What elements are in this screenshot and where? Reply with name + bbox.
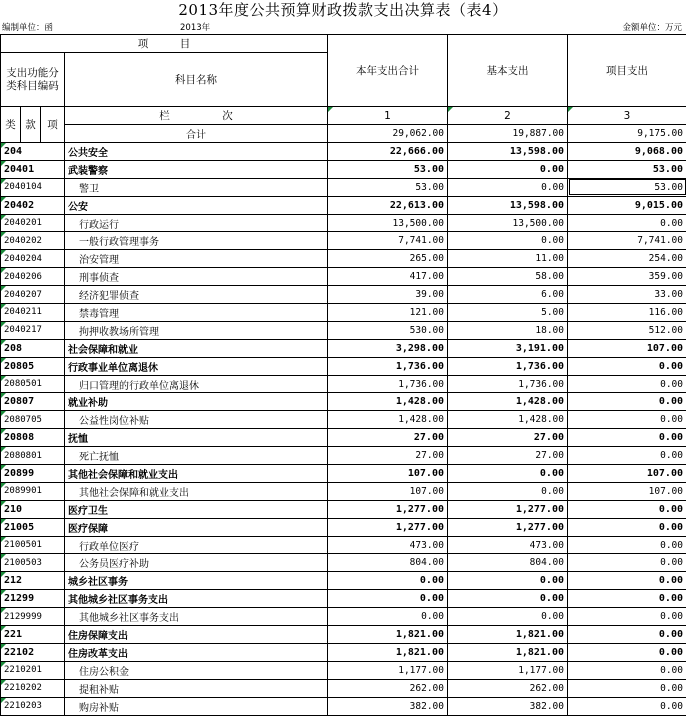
row-project: 0.00 — [568, 554, 686, 572]
name-col-header: 科目名称 — [65, 53, 328, 107]
row-name: 住房改革支出 — [65, 643, 328, 661]
table-row — [1, 500, 686, 518]
row-project: 116.00 — [568, 304, 686, 322]
row-project: 107.00 — [568, 482, 686, 500]
row-name: 警卫 — [65, 178, 328, 196]
row-name: 住房保障支出 — [65, 626, 328, 644]
row-basic: 0.00 — [448, 178, 568, 196]
row-total: 262.00 — [328, 679, 448, 697]
row-basic: 3,191.00 — [448, 339, 568, 357]
row-basic: 1,736.00 — [448, 375, 568, 393]
row-name: 经济犯罪侦查 — [65, 286, 328, 304]
row-name: 其他社会保障和就业支出 — [65, 482, 328, 500]
row-name: 社会保障和就业 — [65, 339, 328, 357]
row-name: 购房补贴 — [65, 697, 328, 715]
row-project: 0.00 — [568, 661, 686, 679]
row-name: 其他城乡社区事务支出 — [65, 608, 328, 626]
basic-col-header: 基本支出 — [448, 35, 568, 107]
table-row — [1, 661, 686, 679]
row-code: 2040201 — [1, 214, 65, 232]
row-project: 107.00 — [568, 339, 686, 357]
row-basic: 1,277.00 — [448, 518, 568, 536]
row-total: 7,741.00 — [328, 232, 448, 250]
row-basic: 0.00 — [448, 608, 568, 626]
row-name: 公务员医疗补助 — [65, 554, 328, 572]
code-col-header: 支出功能分类科目编码 — [1, 53, 65, 107]
row-basic: 58.00 — [448, 268, 568, 286]
row-code: 221 — [1, 626, 65, 644]
total-col-header: 本年支出合计 — [328, 35, 448, 107]
row-total: 53.00 — [328, 178, 448, 196]
row-total: 473.00 — [328, 536, 448, 554]
row-total: 53.00 — [328, 160, 448, 178]
table-row — [1, 590, 686, 608]
lan-header: 栏 次 — [65, 107, 328, 125]
row-total: 27.00 — [328, 447, 448, 465]
table-row — [1, 482, 686, 500]
table-row — [1, 411, 686, 429]
row-project: 9,068.00 — [568, 143, 686, 161]
total-amount: 29,062.00 — [328, 125, 448, 143]
row-total: 530.00 — [328, 321, 448, 339]
row-project: 359.00 — [568, 268, 686, 286]
row-code: 2210201 — [1, 661, 65, 679]
row-basic: 804.00 — [448, 554, 568, 572]
row-project: 0.00 — [568, 697, 686, 715]
total-label: 合计 — [65, 125, 328, 143]
item-header: 项 目 — [1, 35, 328, 53]
row-total: 3,298.00 — [328, 339, 448, 357]
table-row — [1, 214, 686, 232]
xiang-header: 项 — [41, 107, 65, 143]
total-row — [1, 125, 686, 143]
total-project: 9,175.00 — [568, 125, 686, 143]
row-total: 1,428.00 — [328, 411, 448, 429]
row-name: 就业补助 — [65, 393, 328, 411]
row-project: 0.00 — [568, 429, 686, 447]
row-name: 公共安全 — [65, 143, 328, 161]
row-project: 9,015.00 — [568, 196, 686, 214]
row-name: 武装警察 — [65, 160, 328, 178]
row-total: 107.00 — [328, 465, 448, 483]
row-name: 拘押收教场所管理 — [65, 321, 328, 339]
row-basic: 1,428.00 — [448, 393, 568, 411]
table-row — [1, 393, 686, 411]
row-code: 2040204 — [1, 250, 65, 268]
row-project: 0.00 — [568, 393, 686, 411]
row-code: 20402 — [1, 196, 65, 214]
row-code: 2080501 — [1, 375, 65, 393]
table-row — [1, 697, 686, 715]
row-project: 0.00 — [568, 572, 686, 590]
row-code: 2089901 — [1, 482, 65, 500]
row-code: 20899 — [1, 465, 65, 483]
row-code: 212 — [1, 572, 65, 590]
row-code: 2040104 — [1, 178, 65, 196]
row-code: 2040206 — [1, 268, 65, 286]
row-basic: 18.00 — [448, 321, 568, 339]
row-total: 1,736.00 — [328, 357, 448, 375]
row-basic: 1,821.00 — [448, 643, 568, 661]
row-basic: 1,821.00 — [448, 626, 568, 644]
row-project: 7,741.00 — [568, 232, 686, 250]
kuan-header: 款 — [21, 107, 41, 143]
row-total: 1,277.00 — [328, 500, 448, 518]
row-name: 死亡抚恤 — [65, 447, 328, 465]
table-row — [1, 339, 686, 357]
row-basic: 27.00 — [448, 447, 568, 465]
table-row — [1, 196, 686, 214]
row-project: 0.00 — [568, 447, 686, 465]
row-project: 0.00 — [568, 357, 686, 375]
row-total: 13,500.00 — [328, 214, 448, 232]
row-name: 抚恤 — [65, 429, 328, 447]
row-code: 21299 — [1, 590, 65, 608]
table-row — [1, 375, 686, 393]
row-code: 2080801 — [1, 447, 65, 465]
row-name: 医疗卫生 — [65, 500, 328, 518]
row-code: 2100501 — [1, 536, 65, 554]
row-code: 204 — [1, 143, 65, 161]
compiling-unit: 编制单位：函 — [2, 23, 54, 33]
project-col-header: 项目支出 — [568, 35, 686, 107]
row-basic: 13,598.00 — [448, 143, 568, 161]
row-basic: 0.00 — [448, 160, 568, 178]
row-basic: 6.00 — [448, 286, 568, 304]
row-total: 39.00 — [328, 286, 448, 304]
row-project: 53.00 — [568, 178, 686, 196]
row-basic: 13,500.00 — [448, 214, 568, 232]
row-total: 265.00 — [328, 250, 448, 268]
row-name: 归口管理的行政单位离退休 — [65, 375, 328, 393]
row-code: 2210203 — [1, 697, 65, 715]
row-basic: 0.00 — [448, 572, 568, 590]
row-code: 20401 — [1, 160, 65, 178]
row-project: 0.00 — [568, 518, 686, 536]
row-project: 0.00 — [568, 590, 686, 608]
amount-unit: 金额单位：万元 — [622, 23, 682, 33]
row-total: 0.00 — [328, 608, 448, 626]
row-code: 210 — [1, 500, 65, 518]
row-basic: 1,736.00 — [448, 357, 568, 375]
row-total: 1,428.00 — [328, 393, 448, 411]
total-basic: 19,887.00 — [448, 125, 568, 143]
row-name: 一般行政管理事务 — [65, 232, 328, 250]
col-index-1: 1 — [328, 107, 448, 125]
row-basic: 11.00 — [448, 250, 568, 268]
table-row — [1, 357, 686, 375]
table-row — [1, 643, 686, 661]
row-basic: 1,428.00 — [448, 411, 568, 429]
row-name: 禁毒管理 — [65, 304, 328, 322]
row-name: 提租补贴 — [65, 679, 328, 697]
table-row — [1, 304, 686, 322]
report-title: 2013年度公共预算财政拨款支出决算表（表4） — [178, 1, 508, 19]
row-project: 0.00 — [568, 536, 686, 554]
row-project: 33.00 — [568, 286, 686, 304]
table-row — [1, 554, 686, 572]
row-project: 0.00 — [568, 500, 686, 518]
table-row — [1, 250, 686, 268]
row-code: 208 — [1, 339, 65, 357]
row-code: 2129999 — [1, 608, 65, 626]
row-code: 20807 — [1, 393, 65, 411]
row-basic: 27.00 — [448, 429, 568, 447]
row-total: 22,613.00 — [328, 196, 448, 214]
row-name: 其他社会保障和就业支出 — [65, 465, 328, 483]
row-code: 2080705 — [1, 411, 65, 429]
row-code: 20805 — [1, 357, 65, 375]
report-year: 2013年 — [180, 23, 211, 33]
table-row — [1, 429, 686, 447]
row-basic: 0.00 — [448, 232, 568, 250]
row-project: 53.00 — [568, 160, 686, 178]
row-name: 行政单位医疗 — [65, 536, 328, 554]
row-total: 1,821.00 — [328, 626, 448, 644]
row-project: 0.00 — [568, 626, 686, 644]
row-project: 0.00 — [568, 375, 686, 393]
row-basic: 262.00 — [448, 679, 568, 697]
row-total: 382.00 — [328, 697, 448, 715]
table-row — [1, 286, 686, 304]
row-name: 刑事侦查 — [65, 268, 328, 286]
row-total: 0.00 — [328, 590, 448, 608]
row-project: 512.00 — [568, 321, 686, 339]
table-row — [1, 232, 686, 250]
row-total: 1,277.00 — [328, 518, 448, 536]
row-basic: 0.00 — [448, 465, 568, 483]
row-project: 0.00 — [568, 679, 686, 697]
row-code: 22102 — [1, 643, 65, 661]
table-row — [1, 608, 686, 626]
table-row — [1, 178, 686, 196]
row-name: 治安管理 — [65, 250, 328, 268]
row-total: 1,736.00 — [328, 375, 448, 393]
row-name: 其他城乡社区事务支出 — [65, 590, 328, 608]
table-row — [1, 321, 686, 339]
row-name: 城乡社区事务 — [65, 572, 328, 590]
row-code: 2040207 — [1, 286, 65, 304]
row-code: 21005 — [1, 518, 65, 536]
row-total: 121.00 — [328, 304, 448, 322]
row-name: 住房公积金 — [65, 661, 328, 679]
row-basic: 1,277.00 — [448, 500, 568, 518]
table-row — [1, 536, 686, 554]
row-code: 20808 — [1, 429, 65, 447]
row-project: 254.00 — [568, 250, 686, 268]
row-project: 0.00 — [568, 411, 686, 429]
row-total: 27.00 — [328, 429, 448, 447]
table-row — [1, 518, 686, 536]
table-row — [1, 572, 686, 590]
row-project: 107.00 — [568, 465, 686, 483]
row-code: 2210202 — [1, 679, 65, 697]
table-row — [1, 160, 686, 178]
budget-table — [0, 34, 686, 716]
table-row — [1, 626, 686, 644]
table-row — [1, 268, 686, 286]
row-name: 公益性岗位补贴 — [65, 411, 328, 429]
row-total: 1,821.00 — [328, 643, 448, 661]
lei-header: 类 — [1, 107, 21, 143]
row-name: 公安 — [65, 196, 328, 214]
row-basic: 382.00 — [448, 697, 568, 715]
row-code: 2100503 — [1, 554, 65, 572]
col-index-2: 2 — [448, 107, 568, 125]
row-basic: 13,598.00 — [448, 196, 568, 214]
row-total: 22,666.00 — [328, 143, 448, 161]
table-row — [1, 143, 686, 161]
row-name: 行政运行 — [65, 214, 328, 232]
row-basic: 0.00 — [448, 482, 568, 500]
row-total: 0.00 — [328, 572, 448, 590]
row-code: 2040202 — [1, 232, 65, 250]
row-code: 2040211 — [1, 304, 65, 322]
row-project: 0.00 — [568, 214, 686, 232]
col-index-3: 3 — [568, 107, 686, 125]
row-project: 0.00 — [568, 608, 686, 626]
row-basic: 0.00 — [448, 590, 568, 608]
row-total: 107.00 — [328, 482, 448, 500]
table-row — [1, 447, 686, 465]
row-total: 1,177.00 — [328, 661, 448, 679]
table-row — [1, 679, 686, 697]
row-basic: 5.00 — [448, 304, 568, 322]
row-total: 804.00 — [328, 554, 448, 572]
table-row — [1, 465, 686, 483]
row-project: 0.00 — [568, 643, 686, 661]
row-code: 2040217 — [1, 321, 65, 339]
row-total: 417.00 — [328, 268, 448, 286]
row-basic: 1,177.00 — [448, 661, 568, 679]
row-name: 行政事业单位离退休 — [65, 357, 328, 375]
row-basic: 473.00 — [448, 536, 568, 554]
row-name: 医疗保障 — [65, 518, 328, 536]
